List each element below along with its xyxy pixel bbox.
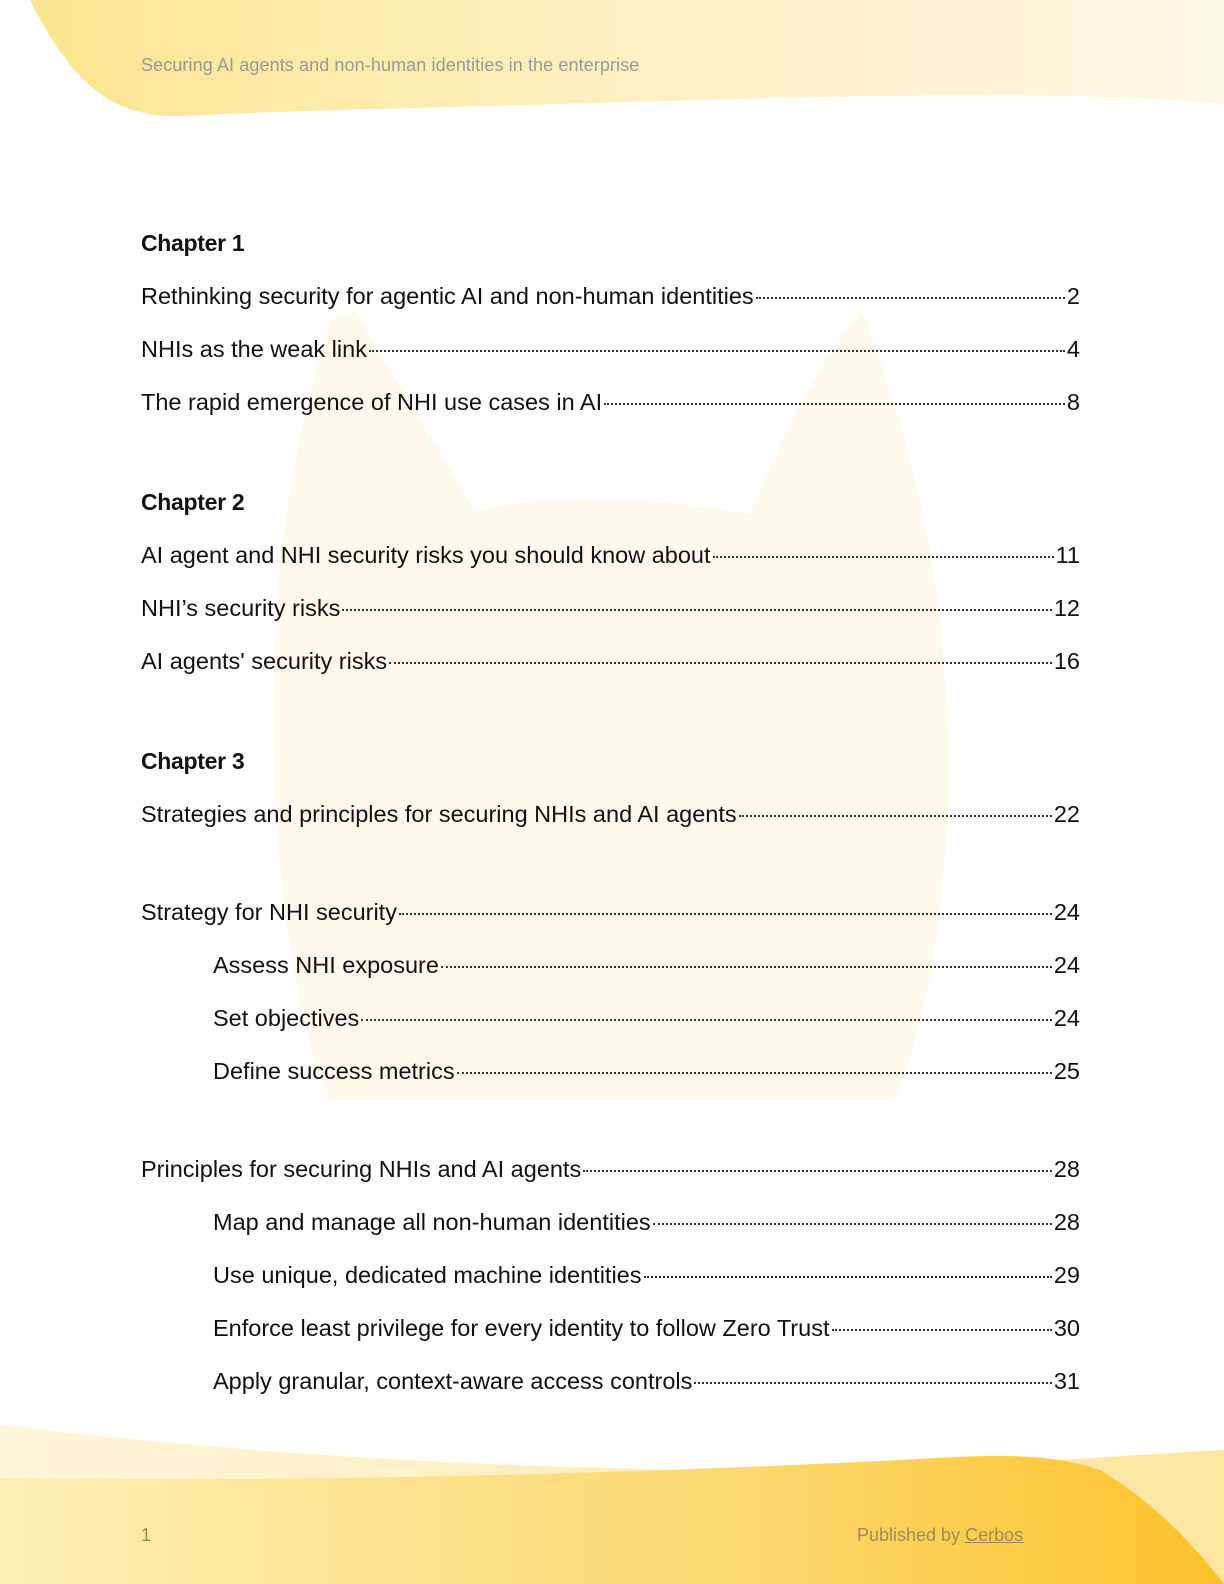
spacer <box>141 1107 1080 1152</box>
toc-entry-title: Principles for securing NHIs and AI agents <box>141 1156 582 1182</box>
toc-entry-page: 16 <box>1053 648 1080 674</box>
spacer <box>141 697 1080 744</box>
toc-entry-page: 12 <box>1053 595 1080 621</box>
toc-entry[interactable] <box>141 644 1080 697</box>
dot-leader <box>644 1276 1052 1278</box>
toc-entry-page: 22 <box>1053 801 1080 827</box>
dot-leader <box>756 297 1065 299</box>
toc-entry[interactable] <box>141 385 1080 438</box>
dot-leader <box>457 1072 1052 1074</box>
toc-entry-page: 30 <box>1053 1315 1080 1341</box>
dot-leader <box>832 1329 1052 1331</box>
toc-subentry[interactable] <box>141 1205 1080 1258</box>
toc-entry[interactable] <box>141 279 1080 332</box>
spacer <box>141 850 1080 895</box>
dot-leader <box>713 556 1054 558</box>
toc-entry-title: NHIs as the weak link <box>141 336 367 362</box>
toc-entry-page: 2 <box>1066 283 1080 309</box>
published-by-label: Published by <box>857 1525 961 1545</box>
toc-entry-page: 31 <box>1053 1368 1080 1394</box>
toc-entry-page: 28 <box>1053 1156 1080 1182</box>
toc-entry-title: AI agents' security risks <box>141 648 388 674</box>
footer-page-number: 1 <box>141 1525 152 1545</box>
dot-leader <box>653 1223 1052 1225</box>
toc-entry-page: 4 <box>1066 336 1080 362</box>
toc-subentry[interactable] <box>141 948 1080 1001</box>
toc-entry-page: 28 <box>1053 1209 1080 1235</box>
chapter-2-heading: Chapter 2 <box>141 489 245 515</box>
toc-entry-page: 8 <box>1066 389 1080 415</box>
toc-entry-page: 29 <box>1053 1262 1080 1288</box>
toc-entry-page: 11 <box>1055 542 1080 568</box>
chapter-1-heading: Chapter 1 <box>141 230 245 256</box>
footer-publisher <box>857 1525 1023 1546</box>
toc-entry[interactable] <box>141 895 1080 948</box>
toc-entry[interactable] <box>141 538 1080 591</box>
dot-leader <box>369 350 1065 352</box>
dot-leader <box>389 662 1052 664</box>
toc-entry-title: Strategy for NHI security <box>141 899 397 925</box>
toc-entry-title: Enforce least privilege for every identity to follow Zero Trust <box>213 1315 830 1341</box>
toc-subentry[interactable] <box>141 1258 1080 1311</box>
dot-leader <box>361 1019 1052 1021</box>
toc-subentry[interactable] <box>141 1054 1080 1107</box>
toc-subentry[interactable] <box>141 1001 1080 1054</box>
toc-entry-title: Apply granular, context-aware access controls <box>213 1368 693 1394</box>
table-of-contents <box>141 226 1080 1417</box>
toc-entry-title: Set objectives <box>213 1005 360 1031</box>
dot-leader <box>399 913 1052 915</box>
running-header: Securing AI agents and non-human identities in the enterprise <box>141 55 640 75</box>
toc-entry-title: Rethinking security for agentic AI and non-human identities <box>141 283 754 309</box>
toc-subentry[interactable] <box>141 1364 1080 1417</box>
dot-leader <box>694 1382 1051 1384</box>
toc-entry-title: NHI’s security risks <box>141 595 341 621</box>
toc-entry-page: 24 <box>1053 952 1080 978</box>
toc-entry-title: Use unique, dedicated machine identities <box>213 1262 642 1288</box>
spacer <box>141 438 1080 485</box>
toc-entry-title: Assess NHI exposure <box>213 952 439 978</box>
toc-subentry[interactable] <box>141 1311 1080 1364</box>
toc-entry-title: AI agent and NHI security risks you should know about <box>141 542 711 568</box>
toc-entry-title: The rapid emergence of NHI use cases in AI <box>141 389 603 415</box>
toc-entry-title: Map and manage all non-human identities <box>213 1209 651 1235</box>
chapter-3-heading: Chapter 3 <box>141 748 245 774</box>
dot-leader <box>583 1170 1052 1172</box>
toc-entry[interactable] <box>141 797 1080 850</box>
dot-leader <box>604 403 1065 405</box>
toc-entry[interactable] <box>141 332 1080 385</box>
dot-leader <box>739 815 1052 817</box>
toc-entry[interactable] <box>141 1152 1080 1205</box>
publisher-link[interactable]: Cerbos <box>965 1525 1024 1545</box>
dot-leader <box>342 609 1052 611</box>
toc-entry[interactable] <box>141 591 1080 644</box>
toc-entry-page: 24 <box>1053 1005 1080 1031</box>
toc-entry-page: 25 <box>1053 1058 1080 1084</box>
toc-entry-title: Define success metrics <box>213 1058 455 1084</box>
toc-entry-title: Strategies and principles for securing NHIs and AI agents <box>141 801 737 827</box>
toc-entry-page: 24 <box>1053 899 1080 925</box>
dot-leader <box>441 966 1052 968</box>
